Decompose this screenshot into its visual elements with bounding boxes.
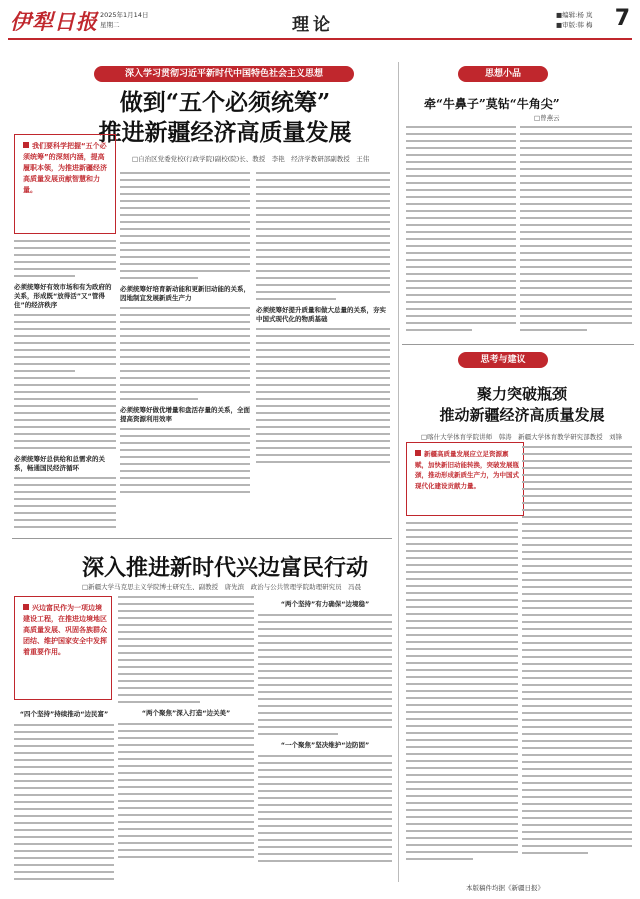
newspaper-logo: 伊犁日报 [10, 9, 98, 34]
third-abstract [406, 442, 524, 516]
second-body-col2 [118, 596, 254, 886]
editor-line: ■编辑:杨 岚 [556, 11, 593, 19]
abstract-text: 新疆高质量发展应立足资源禀赋，加快新旧动能转换，突破发展瓶颈，推动形成新质生产力，为中国式现代化建设贡献力量。 [415, 450, 519, 490]
section-subhead: 必须统筹好培育新动能和更新旧动能的关系，因地制宜发展新质生产力 [120, 285, 250, 302]
weekday-text: 星期二 [100, 21, 120, 29]
third-byline: □喀什大学体育学院讲师 韩涛 新疆大学体育教学研究部教授 刘锋 [421, 433, 623, 441]
article-body-col2 [120, 172, 250, 530]
opinion-title: 牵“牛鼻子”莫钻“牛角尖” [424, 97, 560, 111]
section-title: 理论 [292, 15, 334, 35]
masthead [8, 6, 632, 40]
section-subhead: “一个聚焦”坚决维护“边防固” [280, 741, 370, 749]
third-headline [408, 384, 636, 426]
column-label: 思想小品 [458, 66, 548, 82]
headline-line: 推动新疆经济高质量发展 [439, 406, 605, 424]
section-subhead: “四个坚持”持续推动“边民富” [19, 710, 109, 718]
column-label: 思考与建议 [458, 352, 548, 368]
bullet-square-icon [23, 142, 29, 148]
section-subhead: “两个坚持”有力确保“边境稳” [280, 600, 370, 608]
opinion-body-col2 [520, 126, 632, 338]
second-body-col1 [14, 706, 114, 886]
article-byline: □自治区党委党校(行政学院)副校(院)长、教授 李艳 经济学教研部副教授 王伟 [132, 155, 370, 163]
section-subhead: 必须统筹好有效市场和有为政府的关系，形成既“放得活”又“管得住”的经济秩序 [14, 283, 112, 309]
article-body-col3 [256, 172, 390, 530]
bullet-square-icon [415, 450, 421, 456]
article-body-col1 [14, 240, 116, 530]
second-headline: 深入推进新时代兴边富民行动 [81, 555, 368, 581]
series-banner: 深入学习贯彻习近平新时代中国特色社会主义思想 [94, 66, 354, 82]
section-subhead: 必须统筹好总供给和总需求的关系，畅通国民经济循环 [14, 455, 105, 472]
issue-date [100, 10, 148, 30]
section-subhead: “两个聚焦”深入打造“边关美” [141, 709, 231, 717]
abstract-text: 我们要科学把握“五个必须统筹”的深刻内涵，提高履职本领，为推进新疆经济高质量发展贡献智慧和力量。 [23, 142, 107, 194]
article-abstract [14, 134, 116, 234]
article-divider [12, 538, 392, 539]
third-body-col2 [522, 446, 632, 876]
opinion-body-col1 [406, 126, 516, 338]
footer-source-note: 本版稿件均据《新疆日报》 [466, 884, 544, 892]
second-abstract [14, 596, 112, 700]
page-number: 7 [614, 6, 630, 31]
article-divider [402, 344, 634, 345]
column-divider [398, 62, 399, 882]
second-byline: □新疆大学马克思主义学院博士研究生、副教授 唐先滨 政治与公共管理学院助理研究员 冯晨 [82, 583, 362, 591]
second-body-col3 [258, 596, 392, 886]
headline-line: 推进新疆经济高质量发展 [98, 119, 352, 146]
editor-credits [556, 10, 592, 30]
third-body-col1 [406, 522, 518, 876]
headline-line: 聚力突破瓶颈 [476, 385, 567, 403]
date-text: 2025年1月14日 [100, 11, 149, 19]
section-subhead: 必须统筹好提升质量和做大总量的关系，夯实中国式现代化的物质基础 [256, 306, 386, 323]
reviewer-line: ■审版:韩 梅 [556, 21, 593, 29]
headline-line: 做到“五个必须统筹” [119, 89, 331, 116]
bullet-square-icon [23, 604, 29, 610]
opinion-author: □曾燕云 [534, 114, 560, 122]
abstract-text: 兴边富民作为一项边境建设工程，在推进边境地区高质量发展、巩固各族群众团结、维护国家安全中发挥着重要作用。 [23, 604, 107, 656]
section-subhead: 必须统筹好做优增量和盘活存量的关系，全面提高资源利用效率 [120, 406, 250, 423]
